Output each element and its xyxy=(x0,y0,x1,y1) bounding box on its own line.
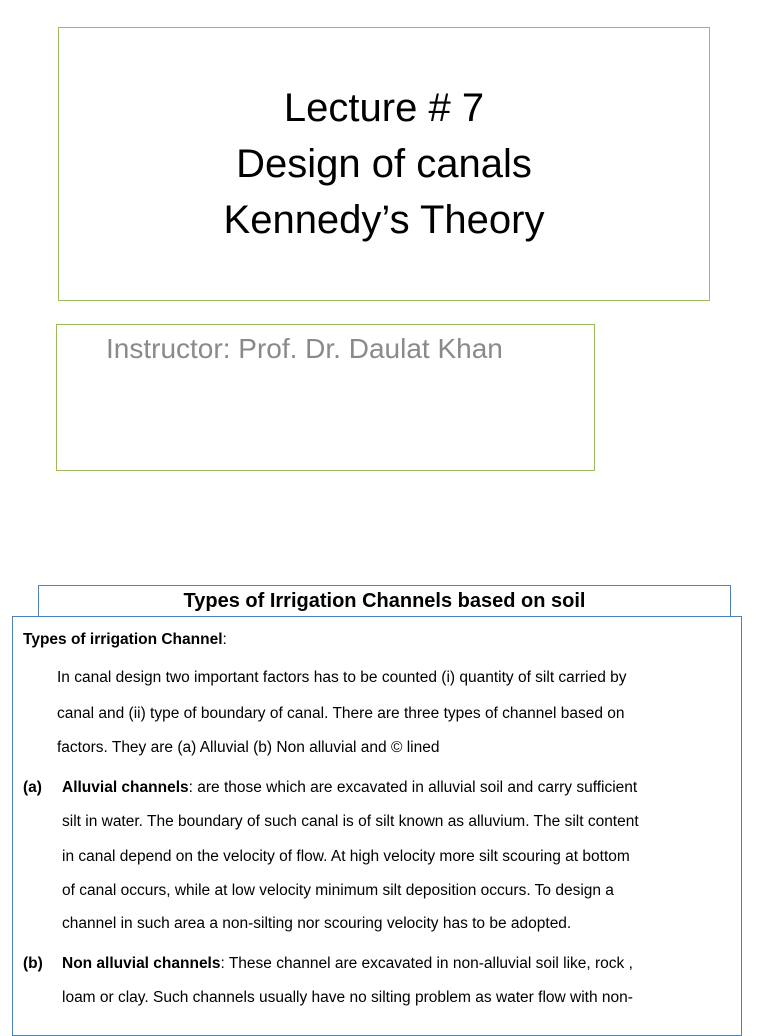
item-b-first-line-rest: : These channel are excavated in non-alluvial soil like, rock , xyxy=(220,955,633,972)
subheading-suffix: : xyxy=(222,631,227,648)
title-slide-box xyxy=(58,27,710,301)
item-a-line: silt in water. The boundary of such canal is of silt known as alluvium. The silt content xyxy=(62,813,639,830)
subheading-text: Types of irrigation Channel xyxy=(23,631,223,648)
item-b-marker: (b) xyxy=(23,955,43,972)
subheading xyxy=(23,631,227,649)
item-a-line: channel in such area a non-silting nor scouring velocity has to be adopted. xyxy=(62,915,572,932)
item-a-marker: (a) xyxy=(23,779,42,796)
item-a-term: Alluvial channels xyxy=(62,779,189,796)
lecture-title: Design of canals xyxy=(236,142,532,186)
lecture-subtitle: Kennedy’s Theory xyxy=(223,198,545,242)
content-box xyxy=(12,616,742,1036)
lecture-number: Lecture # 7 xyxy=(283,86,485,130)
item-a-first-line-rest: : are those which are excavated in alluvial soil and carry sufficient xyxy=(188,779,638,796)
intro-line: In canal design two important factors has to be counted (i) quantity of silt carried by xyxy=(57,669,627,686)
item-a-first-line xyxy=(62,779,637,797)
item-a-line: of canal occurs, while at low velocity minimum silt deposition occurs. To design a xyxy=(62,882,614,899)
intro-line: factors. They are (a) Alluvial (b) Non alluvial and © lined xyxy=(57,739,440,756)
item-a-line: in canal depend on the velocity of flow. At high velocity more silt scouring at bottom xyxy=(62,848,630,865)
item-b-line: loam or clay. Such channels usually have no silting problem as water flow with non- xyxy=(62,989,633,1006)
item-b-first-line xyxy=(62,955,633,973)
item-b-term: Non alluvial channels xyxy=(62,955,221,972)
intro-line: canal and (ii) type of boundary of canal. There are three types of channel based on xyxy=(57,705,625,722)
instructor-name: Instructor: Prof. Dr. Daulat Khan xyxy=(106,333,503,364)
instructor-box xyxy=(56,324,595,471)
section-header: Types of Irrigation Channels based on soil xyxy=(38,585,731,617)
